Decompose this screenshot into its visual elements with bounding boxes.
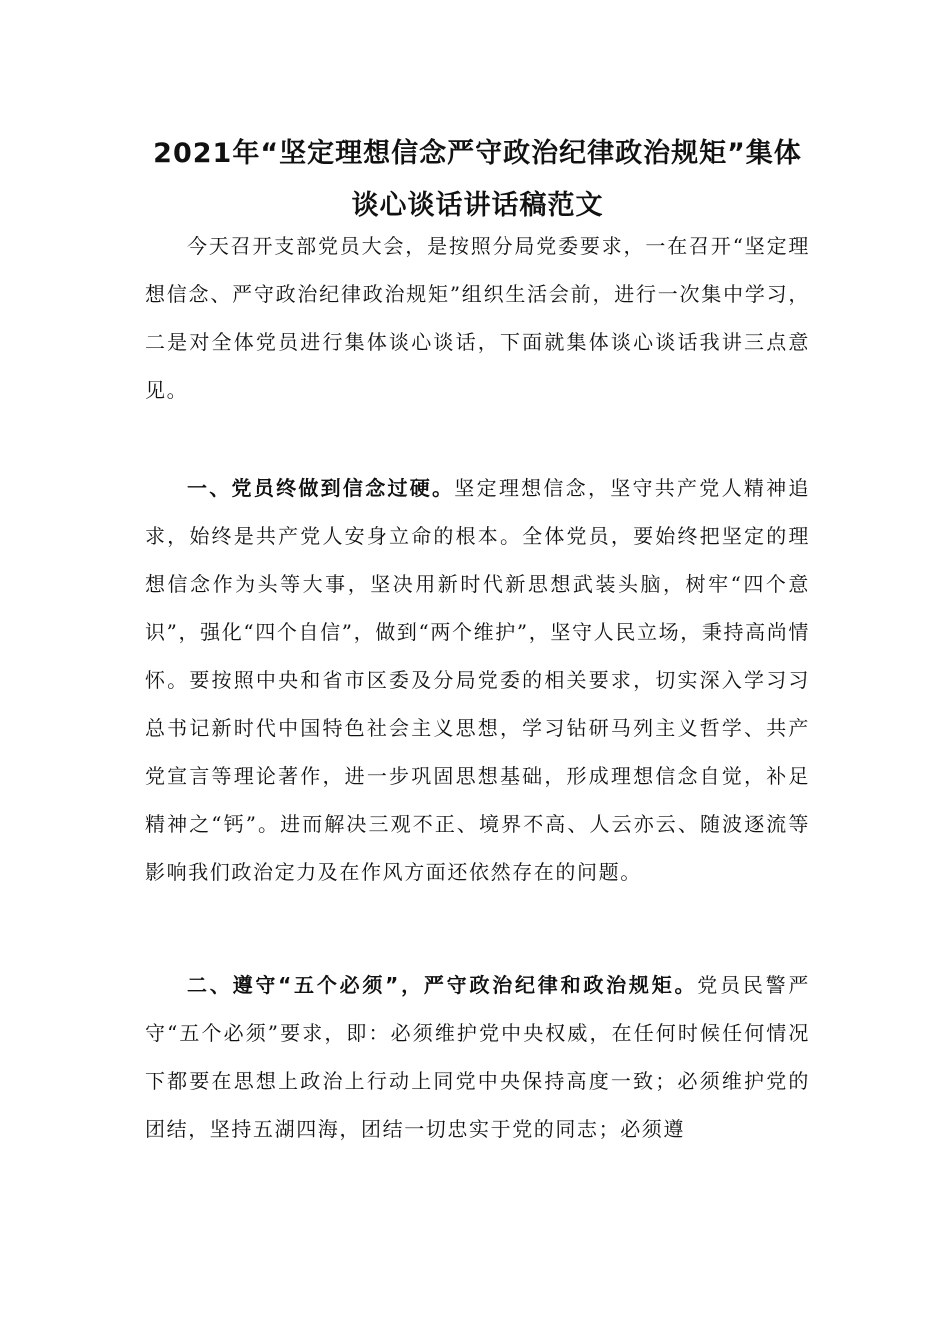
paragraph-text: 坚定理想信念，坚守共产党人精神追求，始终是共产党人安身立命的根本。全体党员，要始终把坚定的理想信念作为头等大事，坚决用新时代新思想武装头脑，树牢“四个意识”，强化“四个自信”，做到“两个维护”，坚守人民立场，秉持高尚情怀。要按照中央和省市区委及分局党委的相关要求，切实深入学习习总书记新时代中国特色社会主义思想，学习钻研马列主义哲学、共产党宣言等理论著作，进一步巩固思想基础，形成理想信念自觉，补足精神之“钙”。进而解决三观不正、境界不高、人云亦云、随波逐流等影响我们政治定力及在作风方面还依然存在的问题。 — [145, 476, 811, 884]
paragraph-text: 党员民警严守“五个必须”要求，即：必须维护党中央权威，在任何时候任何情况下都要在思想上政治上行动上同党中央保持高度一致；必须维护党的团结，坚持五湖四海，团结一切忠实于党的同志；必须遵 — [145, 973, 811, 1141]
paragraph-point-one — [145, 464, 810, 896]
paragraph-heading-one: 一、党员终做到信念过硬。 — [187, 476, 455, 500]
paragraph-point-two — [145, 961, 810, 1153]
paragraph-heading-two: 二、遵守“五个必须”，严守政治纪律和政治规矩。 — [187, 973, 698, 997]
document-title: 2021年“坚定理想信念严守政治纪律政治规矩”集体谈心谈话讲话稿范文 — [153, 138, 802, 221]
paragraph-text: 今天召开支部党员大会，是按照分局党委要求，一在召开“坚定理想信念、严守政治纪律政治规矩”组织生活会前，进行一次集中学习，二是对全体党员进行集体谈心谈话，下面就集体谈心谈话我讲三点意见。 — [145, 234, 810, 402]
paragraph-intro — [145, 222, 810, 414]
